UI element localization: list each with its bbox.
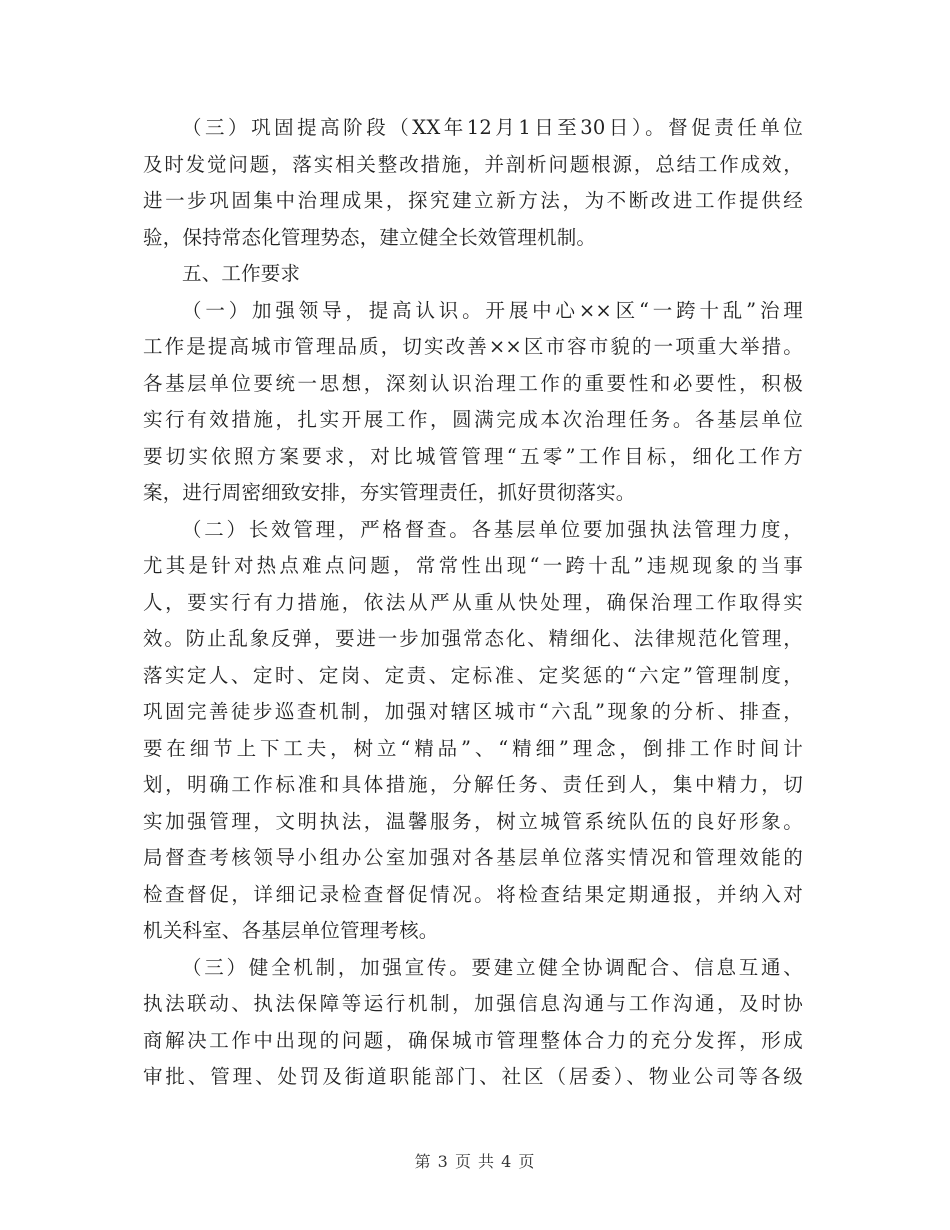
text-line: 案，进行周密细致安排，夯实管理责任，抓好贯彻落实。: [143, 481, 636, 504]
text-line: 落实定人、定时、定岗、定责、定标准、定奖惩的“六定”管理制度，: [143, 663, 803, 687]
paragraph: [143, 110, 803, 256]
text-line: 五、工作要求: [182, 262, 301, 285]
document-body: [143, 110, 803, 1096]
text-line: 要切实依照方案要求，对比城管管理“五零”工作目标，细化工作方: [143, 444, 803, 468]
text-line: 机关科室、各基层单位管理考核。: [143, 919, 439, 942]
text-line: 及时发觉问题，落实相关整改措施，并剖析问题根源，总结工作成效，: [143, 152, 803, 176]
text-line: （三）巩固提高阶段（XX年12月1日至30日）。督促责任单位: [182, 116, 803, 139]
text-line: （三）健全机制，加强宣传。要建立健全协调配合、信息互通、: [182, 955, 803, 979]
paragraph: [143, 293, 803, 512]
text-line: 尤其是针对热点难点问题，常常性出现“一跨十乱”违规现象的当事: [143, 554, 803, 577]
text-line: 审批、管理、处罚及街道职能部门、社区（居委）、物业公司等各级: [143, 1065, 803, 1088]
page-footer: 第 3 页 共 4 页: [414, 1152, 536, 1171]
text-line: 执法联动、执法保障等运行机制，加强信息沟通与工作沟通，及时协: [143, 992, 803, 1015]
text-line: 工作是提高城市管理品质，切实改善××区市容市貌的一项重大举措。: [143, 335, 803, 358]
paragraph: [143, 512, 803, 950]
paragraph: [143, 950, 803, 1096]
text-line: 效。防止乱象反弹，要进一步加强常态化、精细化、法律规范化管理，: [143, 627, 803, 650]
text-line: 要在细节上下工夫，树立“精品”、“精细”理念，倒排工作时间计: [143, 736, 803, 760]
text-line: 局督查考核领导小组办公室加强对各基层单位落实情况和管理效能的: [143, 846, 803, 869]
text-line: （二）长效管理，严格督查。各基层单位要加强执法管理力度，: [182, 517, 803, 541]
text-line: （一）加强领导，提高认识。开展中心××区“一跨十乱”治理: [182, 298, 803, 322]
text-line: 验，保持常态化管理势态，建立健全长效管理机制。: [143, 225, 597, 249]
text-line: 商解决工作中出现的问题，确保城市管理整体合力的充分发挥，形成: [143, 1028, 803, 1052]
text-line: 实行有效措施，扎实开展工作，圆满完成本次治理任务。各基层单位: [143, 408, 803, 431]
text-line: 巩固完善徒步巡查机制，加强对辖区城市“六乱”现象的分析、排查，: [143, 700, 803, 723]
text-line: 划，明确工作标准和具体措施，分解任务、责任到人，集中精力，切: [143, 773, 803, 796]
text-line: 进一步巩固集中治理成果，探究建立新方法，为不断改进工作提供经: [143, 189, 803, 212]
paragraph: [143, 256, 803, 293]
text-line: 实加强管理，文明执法，温馨服务，树立城管系统队伍的良好形象。: [143, 809, 803, 833]
text-line: 人，要实行有力措施，依法从严从重从快处理，确保治理工作取得实: [143, 590, 803, 614]
text-line: 各基层单位要统一思想，深刻认识治理工作的重要性和必要性，积极: [143, 371, 803, 395]
text-line: 检查督促，详细记录检查督促情况。将检查结果定期通报，并纳入对: [143, 882, 803, 906]
